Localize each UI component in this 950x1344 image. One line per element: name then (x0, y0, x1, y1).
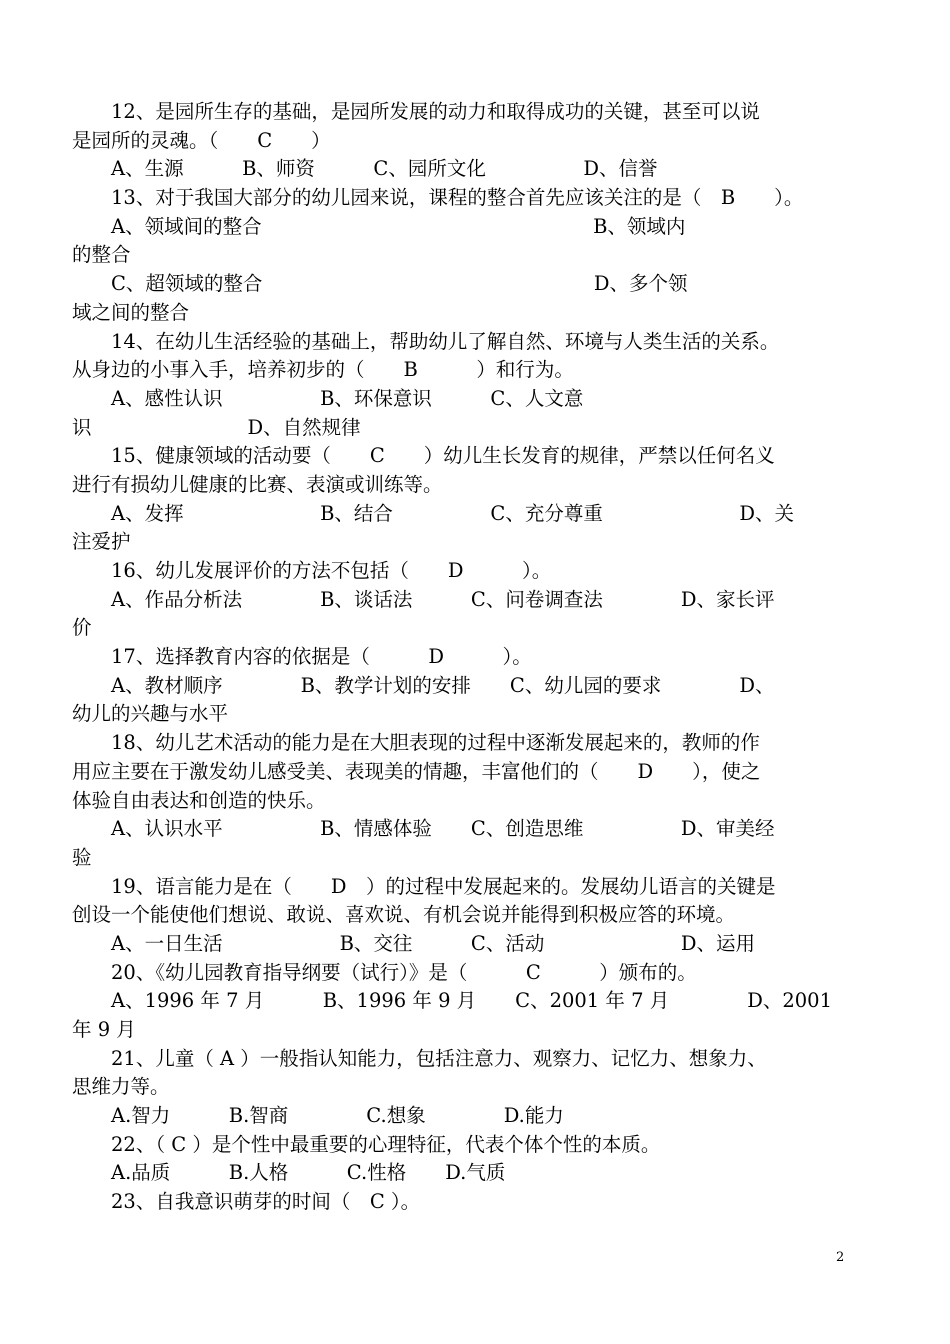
text-line: 从身边的小事入手，培养初步的（ B ）和行为。 (72, 358, 574, 382)
text-line: A、领域间的整合 B、领域内 (72, 214, 686, 238)
text-line: A、1996 年 7 月 B、1996 年 9 月 C、2001 年 7 月 D、2001 (72, 989, 832, 1013)
text-line: A、感性认识 B、环保意识 C、人文意 (72, 386, 584, 410)
text-line: 进行有损幼儿健康的比赛、表演或训练等。 (72, 472, 443, 496)
text-line: A、发挥 B、结合 C、充分尊重 D、关 (72, 501, 794, 525)
text-line: 验 (72, 845, 92, 869)
text-line: 21、儿童（ A ）一般指认知能力，包括注意力、观察力、记忆力、想象力、 (72, 1046, 767, 1070)
document-body (72, 98, 847, 1217)
text-line: 19、语言能力是在（ D ）的过程中发展起来的。发展幼儿语言的关键是 (72, 874, 776, 898)
text-line: 的整合 (72, 243, 131, 267)
text-line: 注爱护 (72, 530, 131, 554)
text-line: 12、是园所生存的基础，是园所发展的动力和取得成功的关键，甚至可以说 (72, 100, 760, 123)
text-line: A、认识水平 B、情感体验 C、创造思维 D、审美经 (72, 817, 775, 841)
text-line: 用应主要在于激发幼儿感受美、表现美的情趣，丰富他们的（ D ），使之 (72, 759, 761, 783)
text-line: A.品质 B.人格 C.性格 D.气质 (72, 1161, 506, 1185)
text-line: A、生源 B、师资 C、园所文化 D、信誉 (72, 157, 658, 181)
text-line: A、作品分析法 B、谈话法 C、问卷调查法 D、家长评 (72, 587, 775, 611)
text-line: 年 9 月 (72, 1018, 136, 1041)
text-line: 20、《幼儿园教育指导纲要（试行）》是（ C ）颁布的。 (72, 960, 697, 984)
text-line: 15、健康领域的活动要（ C ）幼儿生长发育的规律，严禁以任何名义 (72, 444, 775, 468)
text-line: 23、自我意识萌芽的时间（ C ）。 (72, 1190, 421, 1214)
text-line: A、教材顺序 B、教学计划的安排 C、幼儿园的要求 D、 (72, 673, 775, 697)
text-line: 22、（ C ）是个性中最重要的心理特征，代表个体个性的本质。 (72, 1132, 661, 1156)
text-line: 13、对于我国大部分的幼儿园来说，课程的整合首先应该关注的是（ B ）。 (72, 186, 804, 210)
text-line: 是园所的灵魂。（ C ） (72, 128, 331, 152)
text-line: 体验自由表达和创造的快乐。 (72, 788, 326, 812)
text-line: 17、选择教育内容的依据是（ D ）。 (72, 645, 532, 669)
text-line: 16、幼儿发展评价的方法不包括（ D ）。 (72, 559, 552, 582)
text-line: 思维力等。 (72, 1075, 170, 1099)
text-line: C、超领域的整合 D、多个领 (72, 272, 688, 296)
text-line: 幼儿的兴趣与水平 (72, 702, 229, 726)
text-line: 创设一个能使他们想说、敢说、喜欢说、有机会说并能得到积极应答的环境。 (72, 903, 736, 927)
text-line: 18、幼儿艺术活动的能力是在大胆表现的过程中逐渐发展起来的，教师的作 (72, 731, 760, 755)
text-line: 识 D、自然规律 (72, 415, 361, 439)
text-line: A、一日生活 B、交往 C、活动 D、运用 (72, 931, 755, 955)
text-line: A.智力 B.智商 C.想象 D.能力 (72, 1104, 564, 1128)
text-line: 14、在幼儿生活经验的基础上，帮助幼儿了解自然、环境与人类生活的关系。 (72, 329, 780, 353)
text-line: 价 (72, 616, 92, 640)
page-number: 2 (836, 1250, 845, 1265)
text-line: 域之间的整合 (72, 300, 190, 324)
